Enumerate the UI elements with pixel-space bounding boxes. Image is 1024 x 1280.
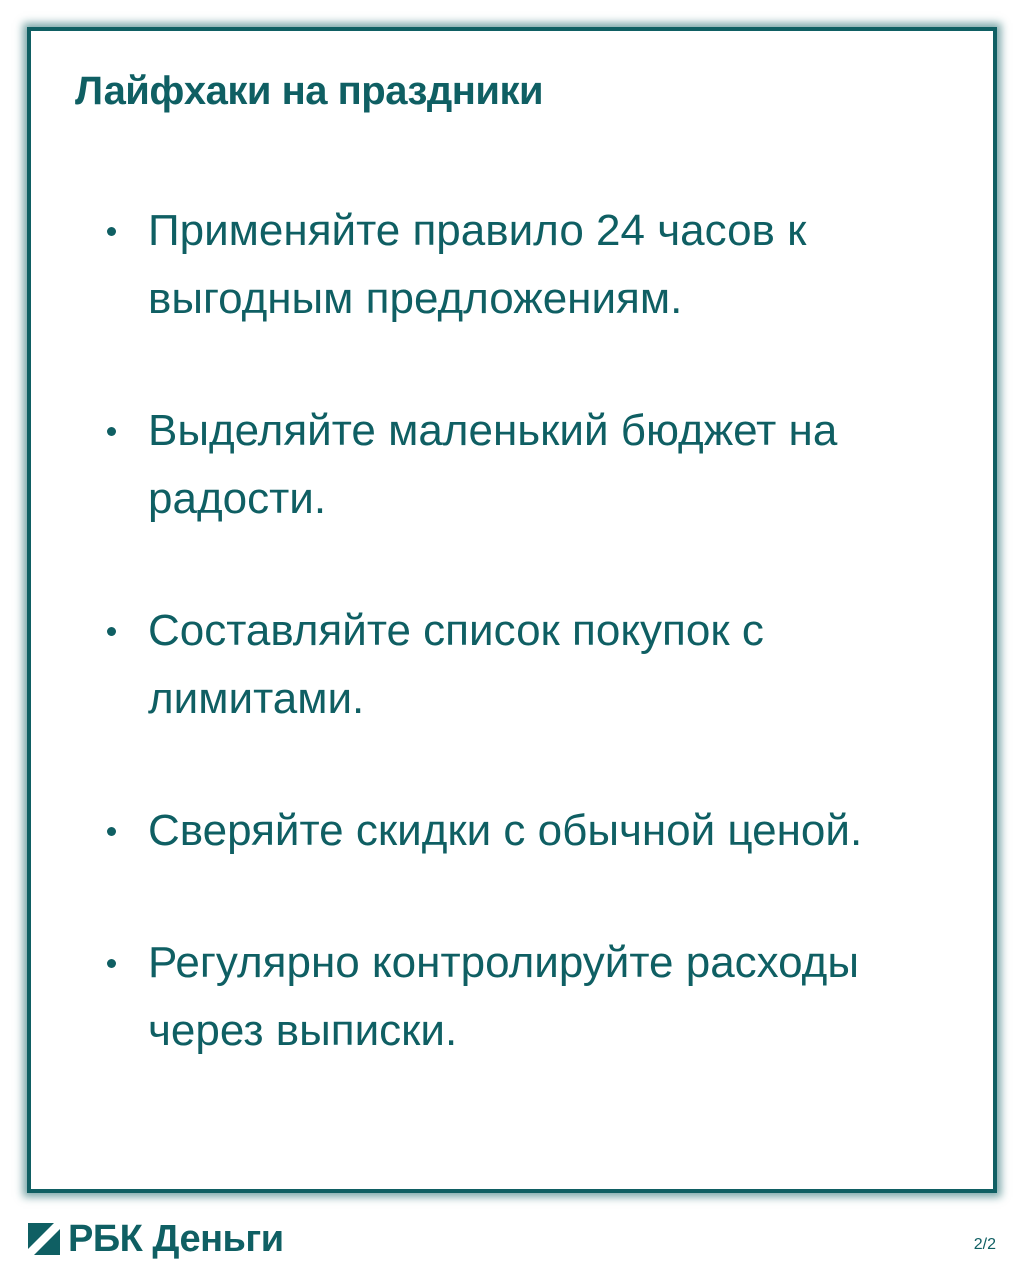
list-item (101, 397, 951, 533)
list-item-text: Составляйте список покупок с лимитами. (148, 606, 764, 723)
card-title: Лайфхаки на праздники (75, 69, 544, 113)
bullet-icon (107, 827, 116, 836)
footer-brand (28, 1214, 284, 1264)
list-item-text: Регулярно контролируйте расходы через выписки. (148, 938, 859, 1055)
bullet-icon (107, 959, 116, 968)
list-item (101, 197, 951, 333)
page-counter: 2/2 (973, 1236, 996, 1253)
content-card (27, 27, 997, 1193)
rbc-slash-logo-icon (28, 1223, 60, 1255)
brand-name: РБК Деньги (68, 1217, 284, 1260)
bullet-icon (107, 627, 116, 636)
bullet-icon (107, 427, 116, 436)
list-item-text: Выделяйте маленький бюджет на радости. (148, 406, 838, 523)
list-item-text: Сверяйте скидки с обычной ценой. (148, 806, 863, 855)
bullet-icon (107, 227, 116, 236)
list-item (101, 797, 951, 865)
tips-list (101, 197, 951, 1129)
list-item (101, 597, 951, 733)
list-item (101, 929, 951, 1065)
list-item-text: Применяйте правило 24 часов к выгодным предложениям. (148, 206, 807, 323)
